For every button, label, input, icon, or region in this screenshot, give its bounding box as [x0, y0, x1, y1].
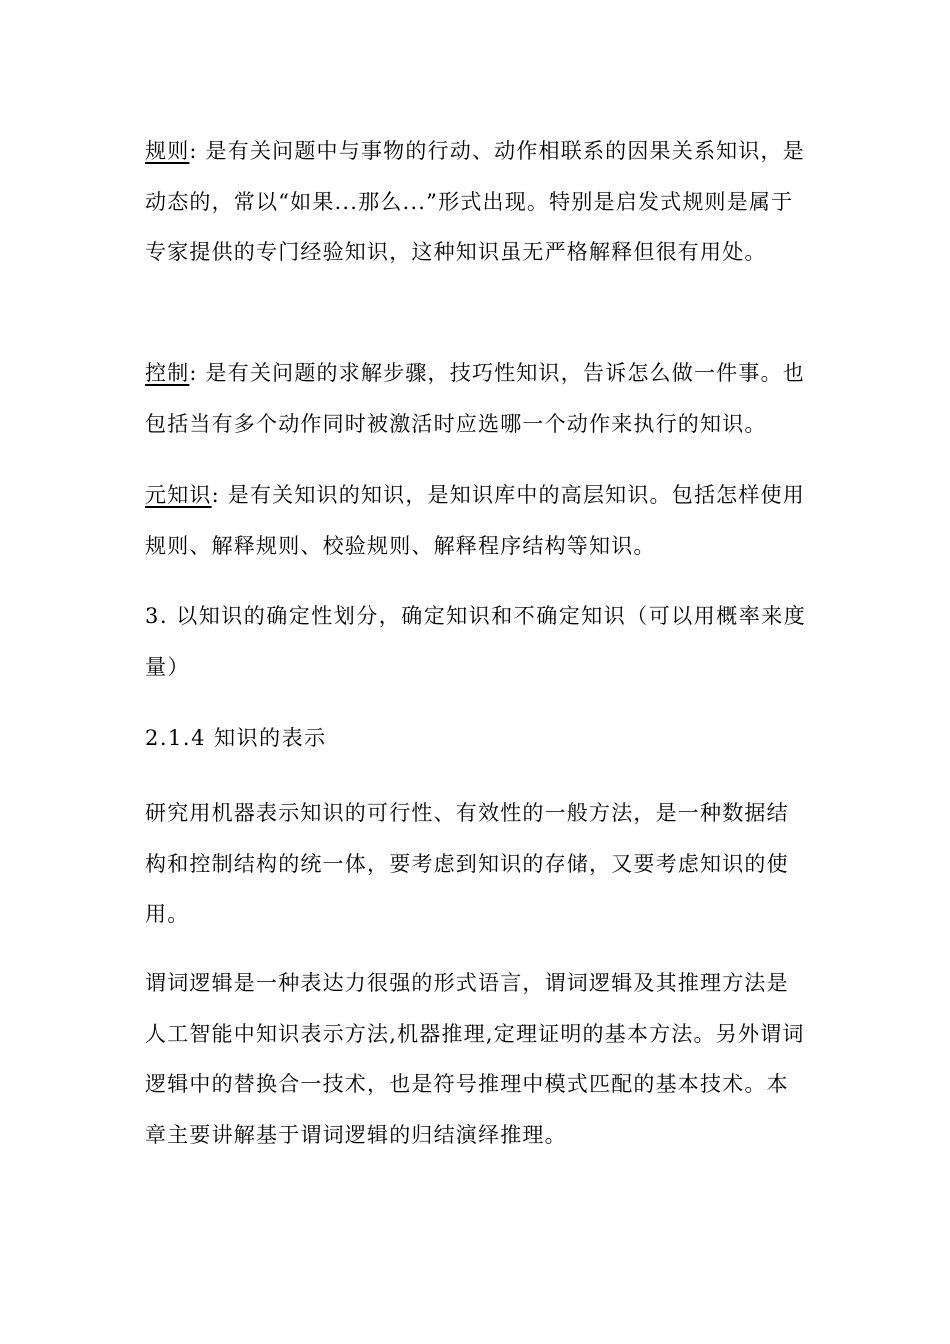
paragraph-rules [145, 126, 810, 278]
paragraph-control-body: : 是有关问题的求解步骤，技巧性知识，告诉怎么做一件事。也包括当有多个动作同时被激活时应选哪一个动作来执行的知识。 [145, 361, 805, 436]
section-heading: 2.1.4 知识的表示 [145, 726, 327, 750]
term-rules: 规则 [145, 139, 190, 163]
paragraph-predicate-logic: 谓词逻辑是一种表达力很强的形式语言，谓词逻辑及其推理方法是人工智能中知识表示方法,机器推理,定理证明的基本方法。另外谓词逻辑中的替换合一技术，也是符号推理中模式匹配的基本技术。本章主要讲解基于谓词逻辑的归结演绎推理。 [145, 971, 805, 1147]
paragraph-representation: 研究用机器表示知识的可行性、有效性的一般方法，是一种数据结构和控制结构的统一体，要考虑到知识的存储，又要考虑知识的使用。 [145, 801, 789, 926]
paragraph-rules-body: : 是有关问题中与事物的行动、动作相联系的因果关系知识，是动态的，常以“如果...那么...”形式出现。特别是启发式规则是属于专家提供的专门经验知识，这种知识虽无严格解释但很有用处。 [145, 139, 805, 264]
paragraph-control [145, 348, 810, 449]
paragraph-certainty: 3. 以知识的确定性划分，确定知识和不确定知识（可以用概率来度量） [145, 604, 807, 679]
term-control: 控制 [145, 361, 190, 385]
term-meta-knowledge: 元知识 [145, 483, 212, 507]
paragraph-meta-knowledge [145, 470, 810, 571]
paragraph-meta-knowledge-body: : 是有关知识的知识，是知识库中的高层知识。包括怎样使用规则、解释规则、校验规则、解释程序结构等知识。 [145, 483, 805, 558]
